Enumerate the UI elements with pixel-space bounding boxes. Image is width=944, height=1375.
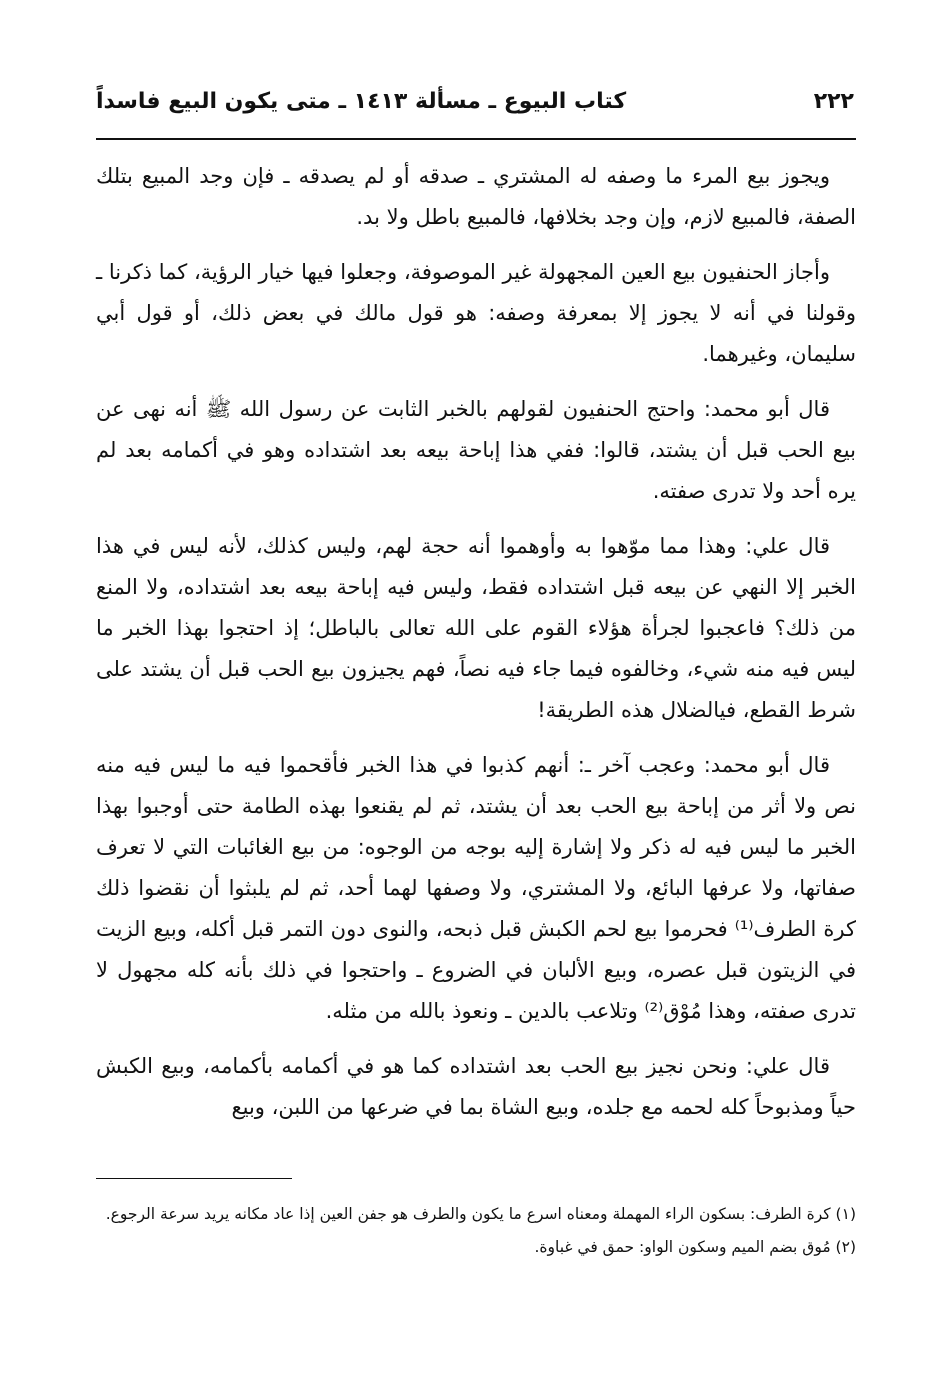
paragraph: قال علي: وهذا مما موّهوا به وأوهموا أنه حجة لهم، وليس كذلك، لأنه ليس في هذا الخبر إلا النهي عن بيعه قبل اشتداده فقط، وليس فيه إباحة بيعه بعد اشتداده، ولا المنع من ذلك؟ فاعجبوا لجرأة هؤلاء القوم على الله تعالى بالباطل؛ إذ احتجوا بهذا الخبر ما ليس فيه منه شيء، وخالفوه فيما جاء فيه نصاً، فهم يجيزون بيع الحب قبل أن يشتد على شرط القطع، فيالضلال هذه الطريقة! (96, 534, 856, 722)
running-title: كتاب البيوع ـ مسألة ١٤١٣ ـ متى يكون البيع فاسداً (96, 89, 627, 114)
paragraph: قال أبو محمد: وعجب آخر ـ: أنهم كذبوا في هذا الخبر فأقحموا فيه ما ليس فيه منه نص ولا أثر من إباحة بيع الحب بعد أن يشتد، ثم لم يقنعوا بهذه الطامة حتى أوجبوا بهذا الخبر ما ليس فيه له ذكر ولا إشارة إليه بوجه من الوجوه: من بيع الغائبات التي لا تعرف صفاتها، ولا عرفها البائع، ولا المشتري، ولا وصفها لهما أحد، ثم لم يلبثوا أن نقضوا ذلك كرة الطرف⁽¹⁾ فحرموا بيع لحم الكبش قبل ذبحه، والنوى دون التمر قبل أكله، وبيع الزيت في الزيتون قبل عصره، وبيع الألبان في الضروع ـ واحتجوا في ذلك بأنه كله مجهول لا تدرى صفته، وهذا مُوْق⁽²⁾ وتلاعب بالدين ـ ونعوذ بالله من مثله. (96, 753, 856, 1023)
paragraph: ويجوز بيع المرء ما وصفه له المشتري ـ صدقه أو لم يصدقه ـ فإن وجد المبيع بتلك الصفة، فالمبيع لازم، وإن وجد بخلافها، فالمبيع باطل ولا بد. (96, 164, 856, 229)
page-number: ٢٢٢ (813, 89, 854, 114)
footnote: (٢) مُوق بضم الميم وسكون الواو: حمق في غباوة. (534, 1238, 856, 1256)
page-header (96, 80, 856, 124)
paragraph: قال أبو محمد: واحتج الحنفيون لقولهم بالخبر الثابت عن رسول الله ﷺ أنه نهى عن بيع الحب قبل أن يشتد، قالوا: ففي هذا إباحة بيعه بعد اشتداده وهو في أكمامه بعد لم يره أحد ولا تدرى صفته. (96, 397, 856, 503)
footnote-rule (96, 1178, 292, 1179)
header-rule (96, 138, 856, 140)
paragraph: قال علي: ونحن نجيز بيع الحب بعد اشتداده كما هو في أكمامه بأكمامه، وبيع الكبش حياً ومذبوحاً كله لحمه مع جلده، وبيع الشاة بما في ضرعها من اللبن، وبيع (96, 1054, 856, 1119)
footnotes (96, 1198, 856, 1264)
book-page (96, 70, 856, 1350)
paragraph: وأجاز الحنفيون بيع العين المجهولة غير الموصوفة، وجعلوا فيها خيار الرؤية، كما ذكرنا ـ وقولنا في أنه لا يجوز إلا بمعرفة وصفه: هو قول مالك في بعض ذلك، أو قول أبي سليمان، وغيرهما. (96, 260, 856, 366)
footnote: (١) كرة الطرف: بسكون الراء المهملة ومعناه اسرع ما يكون والطرف هو جفن العين إذا عاد مكانه يريد سرعة الرجوع. (105, 1205, 856, 1223)
main-text (96, 156, 856, 1142)
